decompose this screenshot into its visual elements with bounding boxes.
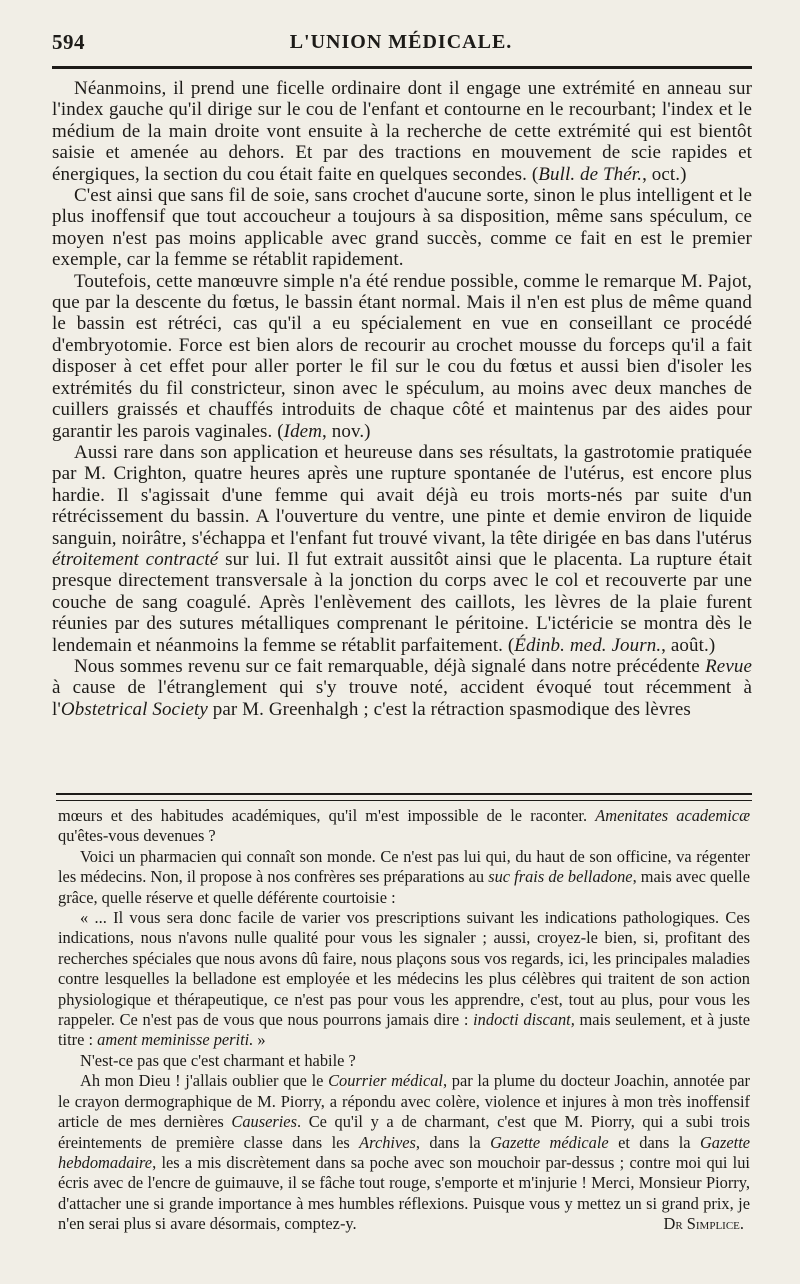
page-number: 594 xyxy=(52,30,85,54)
paragraph: Toutefois, cette manœuvre simple n'a été rendue possible, comme le remarque M. Pajot, que par la descente du fœtus, le bassin étant normal. Mais il n'en est plus de même quand le bassin est rétréci, cas qu'il a eu spécialement en vue en conseillant ce procédé d'embryotomie. Force est bien alors de recourir au crochet mousse du forceps qu'il a fait disposer à cet effet pour aller porter le fil sur le cou du fœtus et aussi bien d'isoler les extrémités du fil constricteur, sinon avec le spéculum, au moins avec deux manches de cuillers graissés et chauffés introduits de chaque côté et maintenus par des aides pour garantir les parois vaginales. (Idem, nov.) xyxy=(52,270,752,442)
journal-title: L'UNION MÉDICALE. xyxy=(289,31,513,53)
signature: Dr Simplice. xyxy=(663,1214,744,1234)
running-header xyxy=(52,30,750,60)
feuilleton-divider xyxy=(56,793,752,801)
paragraph: Aussi rare dans son application et heureuse dans ses résultats, la gastrotomie pratiquée par M. Crighton, quatre heures après une rupture spontanée de l'utérus, est encore plus hardie. Il s'agissait d'une femme qui avait déjà eu trois morts-nés par suite d'un rétrécissement du bassin. A l'ouverture du ventre, une pinte et demie environ de liquide sanguin, noirâtre, s'échappa et l'enfant fut trouvé vivant, la tête dirigée en bas dans l'utérus étroitement contracté sur lui. Il fut extrait aussitôt ainsi que le placenta. La rupture était presque directement transversale à la jonction du corps avec le col et recouverte par une couche de sang coagulé. Après l'enlèvement des caillots, les lèvres de la plaie furent réunies par des sutures métalliques comprenant le péritoine. L'ictéricie se montra dès le lendemain et néanmoins la femme se rétablit parfaitement. (Édinb. med. Journ., août.) xyxy=(52,441,752,656)
paragraph: mœurs et des habitudes académiques, qu'il m'est impossible de le raconter. Amenitates academicæ qu'êtes-vous devenues ? xyxy=(58,806,750,846)
paragraph: Ah mon Dieu ! j'allais oublier que le Courrier médical, par la plume du docteur Joachin, annotée par le crayon dermographique de M. Piorry, a répondu avec colère, violence et injures à mon très inoffensif article de mes dernières Causeries. Ce qu'il y a de charmant, c'est que M. Piorry, qui a subi trois éreintements de première classe dans les Archives, dans la Gazette médicale et dans la Gazette hebdomadaire, les a mis discrètement dans sa poche avec son mouchoir par-dessus ; contre moi qui lui écris avec de l'encre de guimauve, il se fâche tout rouge, s'emporte et m'injurie ! Merci, Monsieur Piorry, d'attacher une si grande importance à mes humbles réflexions. Puisque vous y mettez un si grand prix, je n'en serai plus si avare désormais, comptez-y. Dr Simplice. xyxy=(58,1071,751,1234)
feuilleton-column xyxy=(58,806,750,1235)
header-rule xyxy=(52,66,752,69)
paragraph: N'est-ce pas que c'est charmant et habile ? xyxy=(80,1050,356,1070)
paragraph: Néanmoins, il prend une ficelle ordinaire dont il engage une extrémité en anneau sur l'index gauche qu'il dirige sur le cou de l'enfant et contourne en le recourbant; l'index et le médium de la main droite vont ensuite à la recherche de cette extrémité qui est bientôt saisie et amenée au dehors. Et par des tractions en mouvement de scie rapides et énergiques, la section du cou était faite en quelques secondes. (Bull. de Thér., oct.) xyxy=(52,78,752,185)
paragraph: Voici un pharmacien qui connaît son monde. Ce n'est pas lui qui, du haut de son officine, va régenter les médecins. Non, il propose à nos confrères ses préparations au suc frais de belladone, mais avec quelle grâce, quelle réserve et quelle déférente courtoisie : xyxy=(58,846,751,907)
main-column xyxy=(52,78,752,720)
paragraph: C'est ainsi que sans fil de soie, sans crochet d'aucune sorte, sinon le plus intelligent et le plus inoffensif que tout accoucheur a toujours à sa disposition, même sans spéculum, ce moyen n'est pas moins applicable avec grand succès, comme ce fait en est le premier exemple, car la femme se rétablit rapidement. xyxy=(52,185,752,271)
quotation: « ... Il vous sera donc facile de varier vos prescriptions suivant les indications pathologiques. Ces indications, nous n'avons nulle qualité pour vous les signaler ; aussi, croyez-le bien, si, profitant des recherches spéciales que nous avons dû faire, nous plaçons sous vos regards, ici, les principales maladies contre lesquelles la belladone est employée et les médecins les plus célèbres qui traitent de son action physiologique et thérapeutique, ce n'est pas pour vous les apprendre, c'est, tout au plus, pour vous les rappeler. Ce n'est pas de vous que nous pourrons jamais dire : indocti discant, mais seulement, et à juste titre : ament meminisse periti. » xyxy=(58,908,751,1050)
paragraph: Nous sommes revenu sur ce fait remarquable, déjà signalé dans notre précédente Revue à cause de l'étranglement qui s'y trouve noté, accident évoqué tout récemment à l'Obstetrical Society par M. Greenhalgh ; c'est la rétraction spasmodique des lèvres xyxy=(52,655,752,720)
